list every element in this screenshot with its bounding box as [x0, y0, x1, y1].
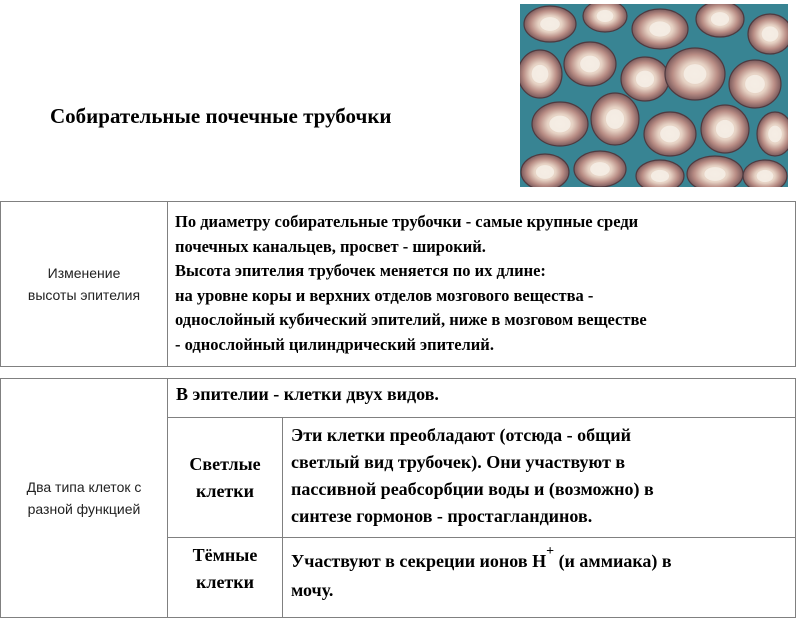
light-cells-description: Эти клетки преобладают (отсюда - общий светлый вид трубочек). Они участвуют в пассивной реабсорбции воды и (возможно) в синтезе гормонов - простагландинов.	[283, 418, 796, 538]
cell-types-header: Два типа клеток с разной функцией	[1, 379, 168, 618]
kidney-tubules-micrograph-icon	[520, 4, 788, 187]
cell-types-table	[0, 378, 796, 618]
epithelium-height-table	[0, 201, 796, 367]
light-cells-label: Светлые клетки	[168, 418, 283, 538]
cell-types-intro: В эпителии - клетки двух видов.	[168, 379, 796, 418]
epithelium-height-description: По диаметру собирательные трубочки - самые крупные среди почечных канальцев, просвет - широкий. Высота эпителия трубочек меняется по их длине: на уровне коры и верхних отделов мозгового вещества - однослойный кубический эпителий, ниже в мозговом веществе - однослойный цилиндрический эпителий.	[168, 202, 796, 367]
dark-cells-label: Тёмные клетки	[168, 538, 283, 618]
epithelium-height-header: Изменение высоты эпителия	[1, 202, 168, 367]
page-title: Собирательные почечные трубочки	[50, 104, 392, 128]
dark-cells-description: Участвуют в секреции ионов Н+ (и аммиака) в мочу.	[283, 538, 796, 618]
